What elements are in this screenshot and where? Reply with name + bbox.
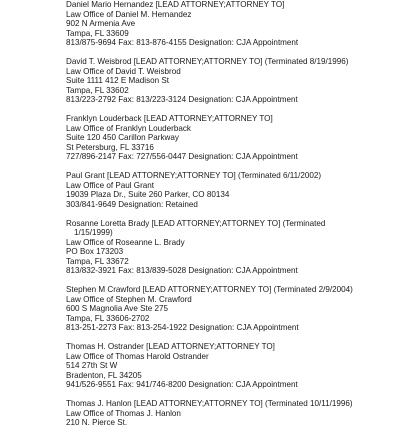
firm-name: Law Office of Paul Grant — [66, 180, 155, 190]
attorney-name: Rosanne Loretta Brady [LEAD ATTORNEY;ATTORNEY TO] (Terminated — [66, 218, 326, 228]
attorney-entry — [66, 171, 396, 209]
city-state-zip: Bradenton, FL 34205 — [66, 370, 142, 380]
street-address: PO Box 173203 — [66, 247, 124, 256]
attorney-entry — [66, 342, 396, 390]
city-state-zip: Tampa, FL 33606-2702 — [66, 313, 150, 323]
firm-name: Law Office of Thomas Harold Ostrander — [66, 351, 209, 361]
attorney-entry — [66, 57, 396, 105]
firm-name: Law Office of Franklyn Louderback — [66, 123, 191, 133]
attorney-entry — [66, 285, 396, 333]
firm-name: Law Office of Stephen M. Crawford — [66, 294, 192, 304]
phone-fax-designation: 813-251-2273 Fax: 813-254-1922 Designation: CJA Appointment — [66, 323, 299, 332]
attorney-name: Thomas J. Hanlon [LEAD ATTORNEY;ATTORNEY TO] (Terminated 10/11/1996) — [66, 399, 353, 408]
attorney-name: Thomas H. Ostrander [LEAD ATTORNEY;ATTORNEY TO] — [66, 342, 275, 351]
attorney-name: Franklyn Louderback [LEAD ATTORNEY;ATTORNEY TO] — [66, 114, 273, 123]
attorney-entry — [66, 399, 396, 428]
street-address: 210 N. Pierce St. — [66, 418, 128, 427]
attorney-name: David T. Weisbrod [LEAD ATTORNEY;ATTORNEY TO] (Terminated 8/19/1996) — [66, 57, 349, 66]
phone-fax-designation: 813/832-3921 Fax: 813/839-5028 Designation: CJA Appointment — [66, 266, 298, 275]
street-address: 514 27th St W — [66, 361, 118, 370]
phone-designation: 303/841-9649 Designation: Retained — [66, 199, 198, 209]
attorney-name-continuation: 1/15/1999) — [74, 228, 113, 237]
street-address: 600 S Magnolia Ave Ste 275 — [66, 304, 168, 313]
attorney-list-page — [66, 0, 396, 427]
city-state-zip: St Petersburg, FL 33716 — [66, 142, 154, 152]
city-state-zip: Tampa, FL 33602 — [66, 85, 129, 95]
phone-fax-designation: 813/223-2792 Fax: 813/223-3124 Designation: CJA Appointment — [66, 95, 298, 104]
attorney-entry — [66, 114, 396, 162]
street-address: 19039 Plaza Dr., Suite 260 Parker, CO 80134 — [66, 190, 230, 199]
phone-fax-designation: 941/526-9551 Fax: 941/746-8200 Designation: CJA Appointment — [66, 380, 298, 389]
firm-name: Law Office of Roseanne L. Brady — [66, 237, 185, 247]
attorney-name: Daniel Mario Hernandez [LEAD ATTORNEY;ATTORNEY TO] — [66, 0, 285, 9]
street-address: Suite 120 450 Carillon Parkway — [66, 133, 179, 142]
firm-name: Law Office of David T. Weisbrod — [66, 66, 181, 76]
phone-fax-designation: 813/875-9694 Fax: 813-876-4155 Designation: CJA Appointment — [66, 38, 299, 47]
attorney-name: Paul Grant [LEAD ATTORNEY;ATTORNEY TO] (Terminated 6/11/2002) — [66, 171, 322, 180]
attorney-entry — [66, 219, 396, 276]
firm-name: Law Office of Daniel M. Hernandez — [66, 9, 192, 19]
city-state-zip: Tampa, FL 33672 — [66, 256, 129, 266]
street-address: 902 N Armenia Ave — [66, 19, 136, 28]
firm-name: Law Office of Thomas J. Hanlon — [66, 408, 181, 418]
city-state-zip: Tampa, FL 33609 — [66, 28, 129, 38]
attorney-entry — [66, 0, 396, 48]
street-address: Suite 1111 412 E Madison St — [66, 76, 170, 85]
attorney-name: Stephen M Crawford [LEAD ATTORNEY;ATTORNEY TO] (Terminated 2/9/2004) — [66, 285, 353, 294]
phone-fax-designation: 727/896-2147 Fax: 727/556-0447 Designation: CJA Appointment — [66, 152, 298, 161]
